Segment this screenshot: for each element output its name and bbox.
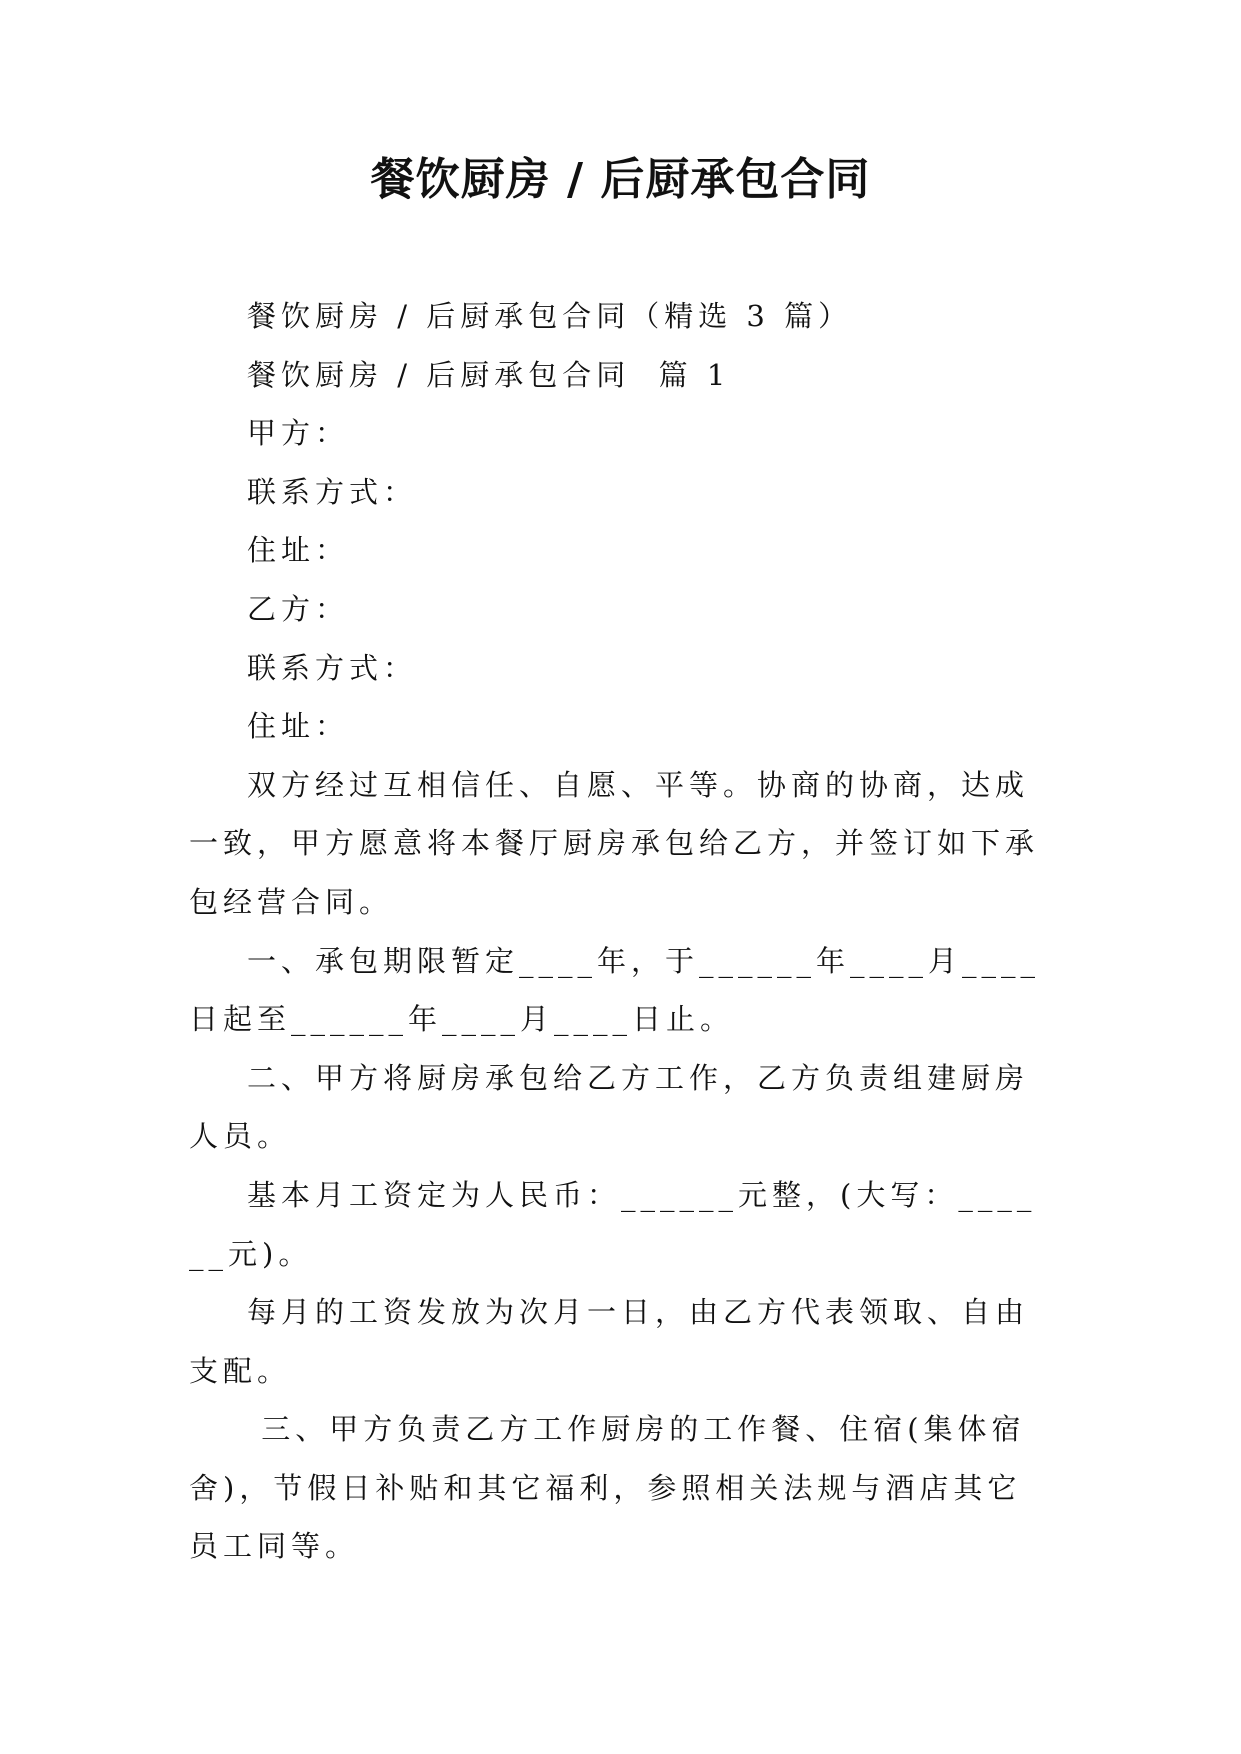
party-a-address-label: 住址： — [247, 533, 350, 568]
party-b-address-label: 住址： — [247, 709, 350, 744]
subtitle-line: 餐饮厨房 / 后厨承包合同（精选 3 篇） — [247, 299, 853, 333]
document-title: 餐饮厨房 / 后厨承包合同 — [370, 154, 871, 205]
salary-paragraph: 基本月工资定为人民币：______元整，(大写：______元)。 — [189, 1177, 1037, 1271]
clause-1-term: 一、承包期限暂定____年，于______年____月____日起至______年____月____日止。 — [189, 943, 1041, 1037]
document-body — [189, 287, 1053, 1576]
clause-2-staffing: 二、甲方将厨房承包给乙方工作，乙方负责组建厨房人员。 — [189, 1060, 1030, 1154]
payment-paragraph: 每月的工资发放为次月一日，由乙方代表领取、自由支配。 — [189, 1295, 1030, 1388]
party-b-label: 乙方： — [247, 591, 350, 626]
party-a-label: 甲方： — [247, 416, 350, 451]
section-heading: 餐饮厨房 / 后厨承包合同 篇 1 — [247, 357, 731, 392]
preamble-paragraph: 双方经过互相信任、自愿、平等。协商的协商，达成一致，甲方愿意将本餐厅厨房承包给乙方，并签订如下承包经营合同。 — [189, 767, 1040, 919]
party-b-contact-label: 联系方式： — [247, 650, 418, 685]
party-a-contact-label: 联系方式： — [247, 474, 418, 509]
clause-3-benefits: 三、甲方负责乙方工作厨房的工作餐、住宿(集体宿舍)，节假日补贴和其它福利，参照相关法规与酒店其它员工同等。 — [189, 1412, 1026, 1564]
